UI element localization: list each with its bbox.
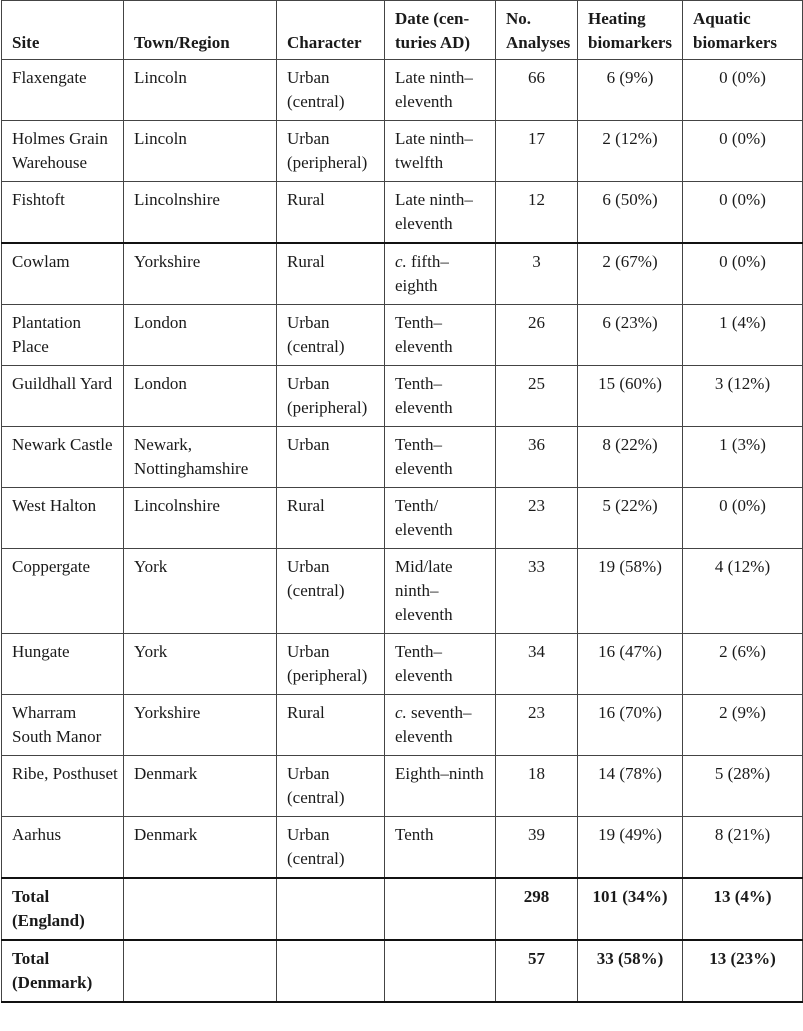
header-site: Site: [2, 1, 124, 60]
cell-town-region: Denmark: [124, 756, 277, 817]
cell-aquatic-biomarkers: 0 (0%): [683, 243, 803, 305]
cell-character: Rural: [277, 182, 385, 244]
table-row: [2, 305, 803, 366]
cell-heating-biomarkers: 8 (22%): [578, 427, 683, 488]
cell-date: [385, 634, 496, 695]
cell-town-region: Denmark: [124, 817, 277, 879]
biomarker-table: [1, 0, 803, 1003]
cell-no-analyses: 36: [496, 427, 578, 488]
cell-site: Ribe, Posthuset: [2, 756, 124, 817]
empty-cell: [385, 878, 496, 940]
cell-no-analyses: 33: [496, 549, 578, 634]
cell-character: Rural: [277, 695, 385, 756]
cell-character: Urban (peripheral): [277, 366, 385, 427]
empty-cell: [124, 878, 277, 940]
cell-character: Urban (peripheral): [277, 634, 385, 695]
cell-heating-biomarkers: 19 (58%): [578, 549, 683, 634]
cell-character: Rural: [277, 488, 385, 549]
cell-aquatic-biomarkers: 4 (12%): [683, 549, 803, 634]
date-text: Mid/late ninth–eleventh: [395, 557, 453, 624]
cell-character: Urban (central): [277, 60, 385, 121]
date-text: Tenth–eleventh: [395, 642, 453, 685]
empty-cell: [385, 940, 496, 1002]
table-row: [2, 634, 803, 695]
cell-aquatic-biomarkers: 1 (4%): [683, 305, 803, 366]
cell-site: Guildhall Yard: [2, 366, 124, 427]
total-row: [2, 940, 803, 1002]
cell-site: Newark Castle: [2, 427, 124, 488]
total-aquatic-biomarkers: 13 (23%): [683, 940, 803, 1002]
date-text: Tenth: [395, 825, 434, 844]
table-row: [2, 695, 803, 756]
cell-date: [385, 366, 496, 427]
cell-site: West Halton: [2, 488, 124, 549]
date-text: Eighth–ninth: [395, 764, 484, 783]
cell-heating-biomarkers: 19 (49%): [578, 817, 683, 879]
total-no-analyses: 57: [496, 940, 578, 1002]
cell-no-analyses: 3: [496, 243, 578, 305]
cell-no-analyses: 12: [496, 182, 578, 244]
cell-aquatic-biomarkers: 1 (3%): [683, 427, 803, 488]
cell-heating-biomarkers: 15 (60%): [578, 366, 683, 427]
cell-no-analyses: 23: [496, 488, 578, 549]
cell-date: [385, 488, 496, 549]
header-heating-biomarkers: Heating biomarkers: [578, 1, 683, 60]
cell-site: Cowlam: [2, 243, 124, 305]
cell-no-analyses: 26: [496, 305, 578, 366]
cell-date: [385, 182, 496, 244]
cell-character: Urban (central): [277, 756, 385, 817]
table-row: [2, 817, 803, 879]
cell-heating-biomarkers: 14 (78%): [578, 756, 683, 817]
cell-heating-biomarkers: 2 (67%): [578, 243, 683, 305]
cell-site: Wharram South Manor: [2, 695, 124, 756]
cell-heating-biomarkers: 6 (50%): [578, 182, 683, 244]
date-text: fifth–eighth: [395, 252, 449, 295]
table-row: [2, 366, 803, 427]
cell-town-region: Lincolnshire: [124, 182, 277, 244]
cell-site: Aarhus: [2, 817, 124, 879]
cell-character: Urban (central): [277, 549, 385, 634]
date-circa: c.: [395, 252, 407, 271]
cell-no-analyses: 66: [496, 60, 578, 121]
cell-heating-biomarkers: 6 (23%): [578, 305, 683, 366]
cell-no-analyses: 39: [496, 817, 578, 879]
cell-date: [385, 427, 496, 488]
cell-date: [385, 121, 496, 182]
cell-aquatic-biomarkers: 0 (0%): [683, 121, 803, 182]
cell-heating-biomarkers: 16 (70%): [578, 695, 683, 756]
table-row: [2, 60, 803, 121]
cell-date: [385, 549, 496, 634]
cell-date: [385, 305, 496, 366]
header-no-analyses: No. Analyses: [496, 1, 578, 60]
cell-no-analyses: 23: [496, 695, 578, 756]
cell-site: Flaxengate: [2, 60, 124, 121]
total-no-analyses: 298: [496, 878, 578, 940]
date-text: Tenth–eleventh: [395, 435, 453, 478]
cell-no-analyses: 17: [496, 121, 578, 182]
header-date: Date (cen-turies AD): [385, 1, 496, 60]
cell-aquatic-biomarkers: 3 (12%): [683, 366, 803, 427]
cell-town-region: Newark, Nottinghamshire: [124, 427, 277, 488]
date-text: Late ninth–twelfth: [395, 129, 473, 172]
date-text: Late ninth–eleventh: [395, 190, 473, 233]
cell-aquatic-biomarkers: 0 (0%): [683, 182, 803, 244]
table-row: [2, 243, 803, 305]
total-row: [2, 878, 803, 940]
cell-character: Rural: [277, 243, 385, 305]
date-text: Tenth–eleventh: [395, 313, 453, 356]
cell-town-region: York: [124, 549, 277, 634]
header-character: Character: [277, 1, 385, 60]
table-row: [2, 756, 803, 817]
cell-date: [385, 756, 496, 817]
cell-town-region: Yorkshire: [124, 695, 277, 756]
table-row: [2, 427, 803, 488]
cell-no-analyses: 18: [496, 756, 578, 817]
date-text: seventh–eleventh: [395, 703, 472, 746]
cell-town-region: London: [124, 305, 277, 366]
table-row: [2, 182, 803, 244]
header-row: [2, 1, 803, 60]
cell-town-region: Lincolnshire: [124, 488, 277, 549]
cell-aquatic-biomarkers: 2 (6%): [683, 634, 803, 695]
cell-town-region: York: [124, 634, 277, 695]
table-row: [2, 549, 803, 634]
cell-no-analyses: 34: [496, 634, 578, 695]
header-town-region: Town/Region: [124, 1, 277, 60]
cell-date: [385, 243, 496, 305]
table-row: [2, 488, 803, 549]
total-label: Total (Denmark): [2, 940, 124, 1002]
cell-character: Urban: [277, 427, 385, 488]
cell-character: Urban (peripheral): [277, 121, 385, 182]
total-heating-biomarkers: 33 (58%): [578, 940, 683, 1002]
cell-heating-biomarkers: 5 (22%): [578, 488, 683, 549]
cell-town-region: Yorkshire: [124, 243, 277, 305]
empty-cell: [277, 878, 385, 940]
cell-character: Urban (central): [277, 305, 385, 366]
date-text: Late ninth–eleventh: [395, 68, 473, 111]
cell-site: Plantation Place: [2, 305, 124, 366]
cell-aquatic-biomarkers: 5 (28%): [683, 756, 803, 817]
total-heating-biomarkers: 101 (34%): [578, 878, 683, 940]
cell-heating-biomarkers: 16 (47%): [578, 634, 683, 695]
cell-date: [385, 817, 496, 879]
date-text: Tenth/ eleventh: [395, 496, 453, 539]
date-circa: c.: [395, 703, 407, 722]
cell-town-region: Lincoln: [124, 60, 277, 121]
table-row: [2, 121, 803, 182]
empty-cell: [124, 940, 277, 1002]
cell-town-region: Lincoln: [124, 121, 277, 182]
empty-cell: [277, 940, 385, 1002]
cell-town-region: London: [124, 366, 277, 427]
cell-aquatic-biomarkers: 8 (21%): [683, 817, 803, 879]
cell-character: Urban (central): [277, 817, 385, 879]
cell-no-analyses: 25: [496, 366, 578, 427]
cell-date: [385, 695, 496, 756]
cell-heating-biomarkers: 6 (9%): [578, 60, 683, 121]
cell-aquatic-biomarkers: 0 (0%): [683, 488, 803, 549]
total-label: Total (England): [2, 878, 124, 940]
cell-site: Hungate: [2, 634, 124, 695]
total-aquatic-biomarkers: 13 (4%): [683, 878, 803, 940]
cell-site: Coppergate: [2, 549, 124, 634]
date-text: Tenth–eleventh: [395, 374, 453, 417]
cell-aquatic-biomarkers: 2 (9%): [683, 695, 803, 756]
cell-date: [385, 60, 496, 121]
cell-heating-biomarkers: 2 (12%): [578, 121, 683, 182]
cell-aquatic-biomarkers: 0 (0%): [683, 60, 803, 121]
cell-site: Holmes Grain Warehouse: [2, 121, 124, 182]
header-aquatic-biomarkers: Aquatic biomarkers: [683, 1, 803, 60]
cell-site: Fishtoft: [2, 182, 124, 244]
